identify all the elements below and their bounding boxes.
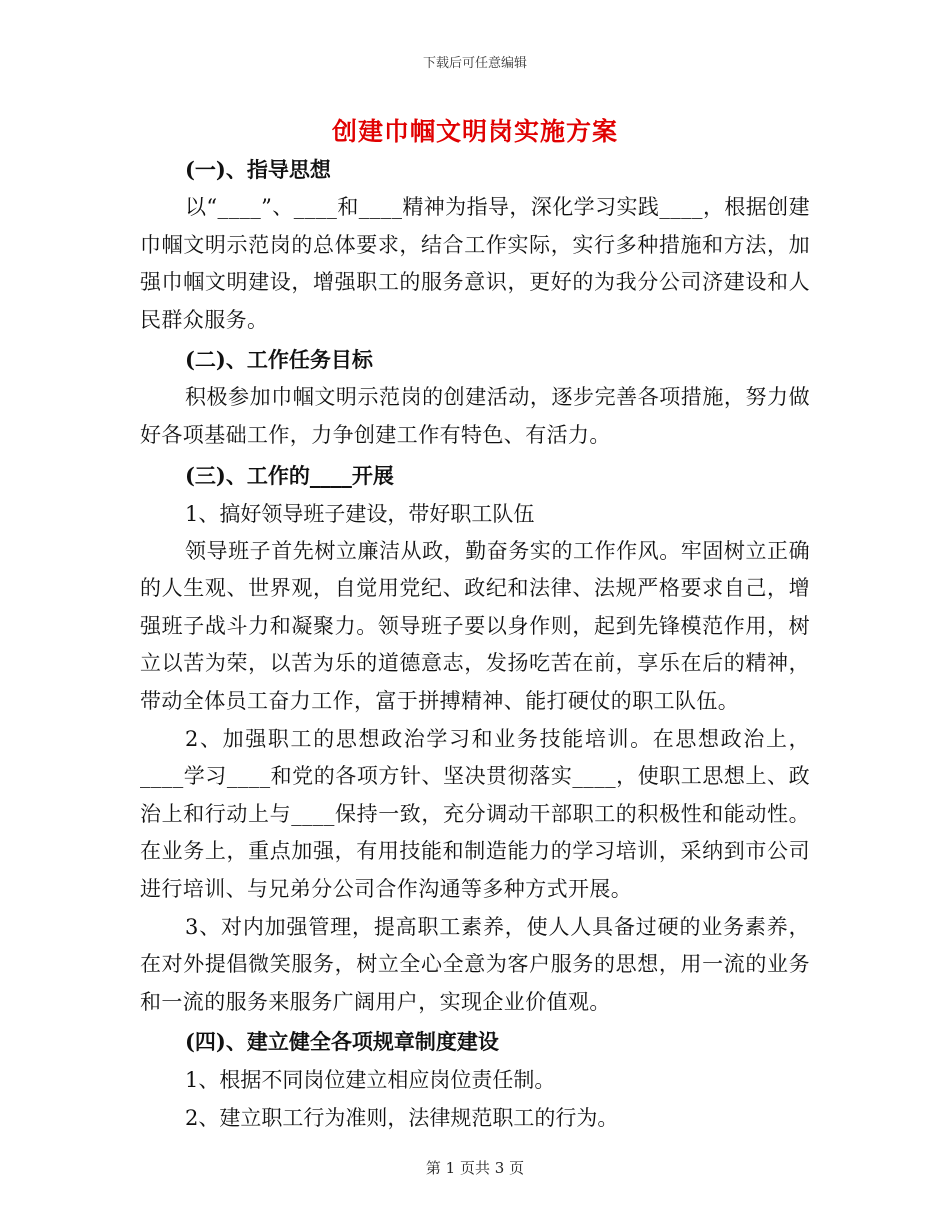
section-heading: (二)、工作任务目标	[185, 347, 373, 373]
page-number: 第 1 页共 3 页	[425, 1159, 525, 1177]
list-item: 2、建立职工行为准则，法律规范职工的行为。	[185, 1106, 619, 1131]
paragraph: 积极参加巾帼文明示范岗的创建活动，逐步完善各项措施，努力做好各项基础工作，力争创建工作有特色、有活力。	[140, 385, 810, 447]
list-item: 1、根据不同岗位建立相应岗位责任制。	[185, 1068, 556, 1093]
section-heading: (四)、建立健全各项规章制度建设	[185, 1029, 499, 1055]
paragraph: 以“____”、____和____精神为指导，深化学习实践____，根据创建巾帼文明示范岗的总体要求，结合工作实际，实行多种措施和方法，加强巾帼文明建设，增强职工的服务意识，更好的为我分公司济建设和人民群众服务。	[140, 195, 810, 332]
section-heading: (一)、指导思想	[185, 157, 331, 182]
paragraph: 2、加强职工的思想政治学习和业务技能培训。在思想政治上，____学习____和党的各项方针、坚决贯彻落实____，使职工思想上、政治上和行动上与____保持一致，充分调动干部职工的积极性和能动性。在业务上，重点加强，有用技能和制造能力的学习培训，采纳到市公司进行培训、与兄弟分公司合作沟通等多种方式开展。	[140, 726, 810, 901]
document-title: 创建巾帼文明岗实施方案	[331, 117, 618, 146]
header-note: 下载后可任意编辑	[422, 56, 527, 71]
list-item: 1、搞好领导班子建设，带好职工队伍	[185, 501, 535, 526]
section-heading: (三)、工作的____开展	[185, 462, 394, 488]
paragraph: 3、对内加强管理，提高职工素养，使人人具备过硬的业务素养，在对外提倡微笑服务，树立全心全意为客户服务的思想，用一流的业务和一流的服务来服务广阔用户，实现企业价值观。	[140, 914, 810, 1014]
document-body	[140, 150, 810, 1137]
paragraph: 领导班子首先树立廉洁从政，勤奋务实的工作作风。牢固树立正确的人生观、世界观，自觉用党纪、政纪和法律、法规严格要求自己，增强班子战斗力和凝聚力。领导班子要以身作则，起到先锋模范作用，树立以苦为荣，以苦为乐的道德意志，发扬吃苦在前，享乐在后的精神，带动全体员工奋力工作，富于拼搏精神、能打硬仗的职工队伍。	[140, 538, 810, 713]
